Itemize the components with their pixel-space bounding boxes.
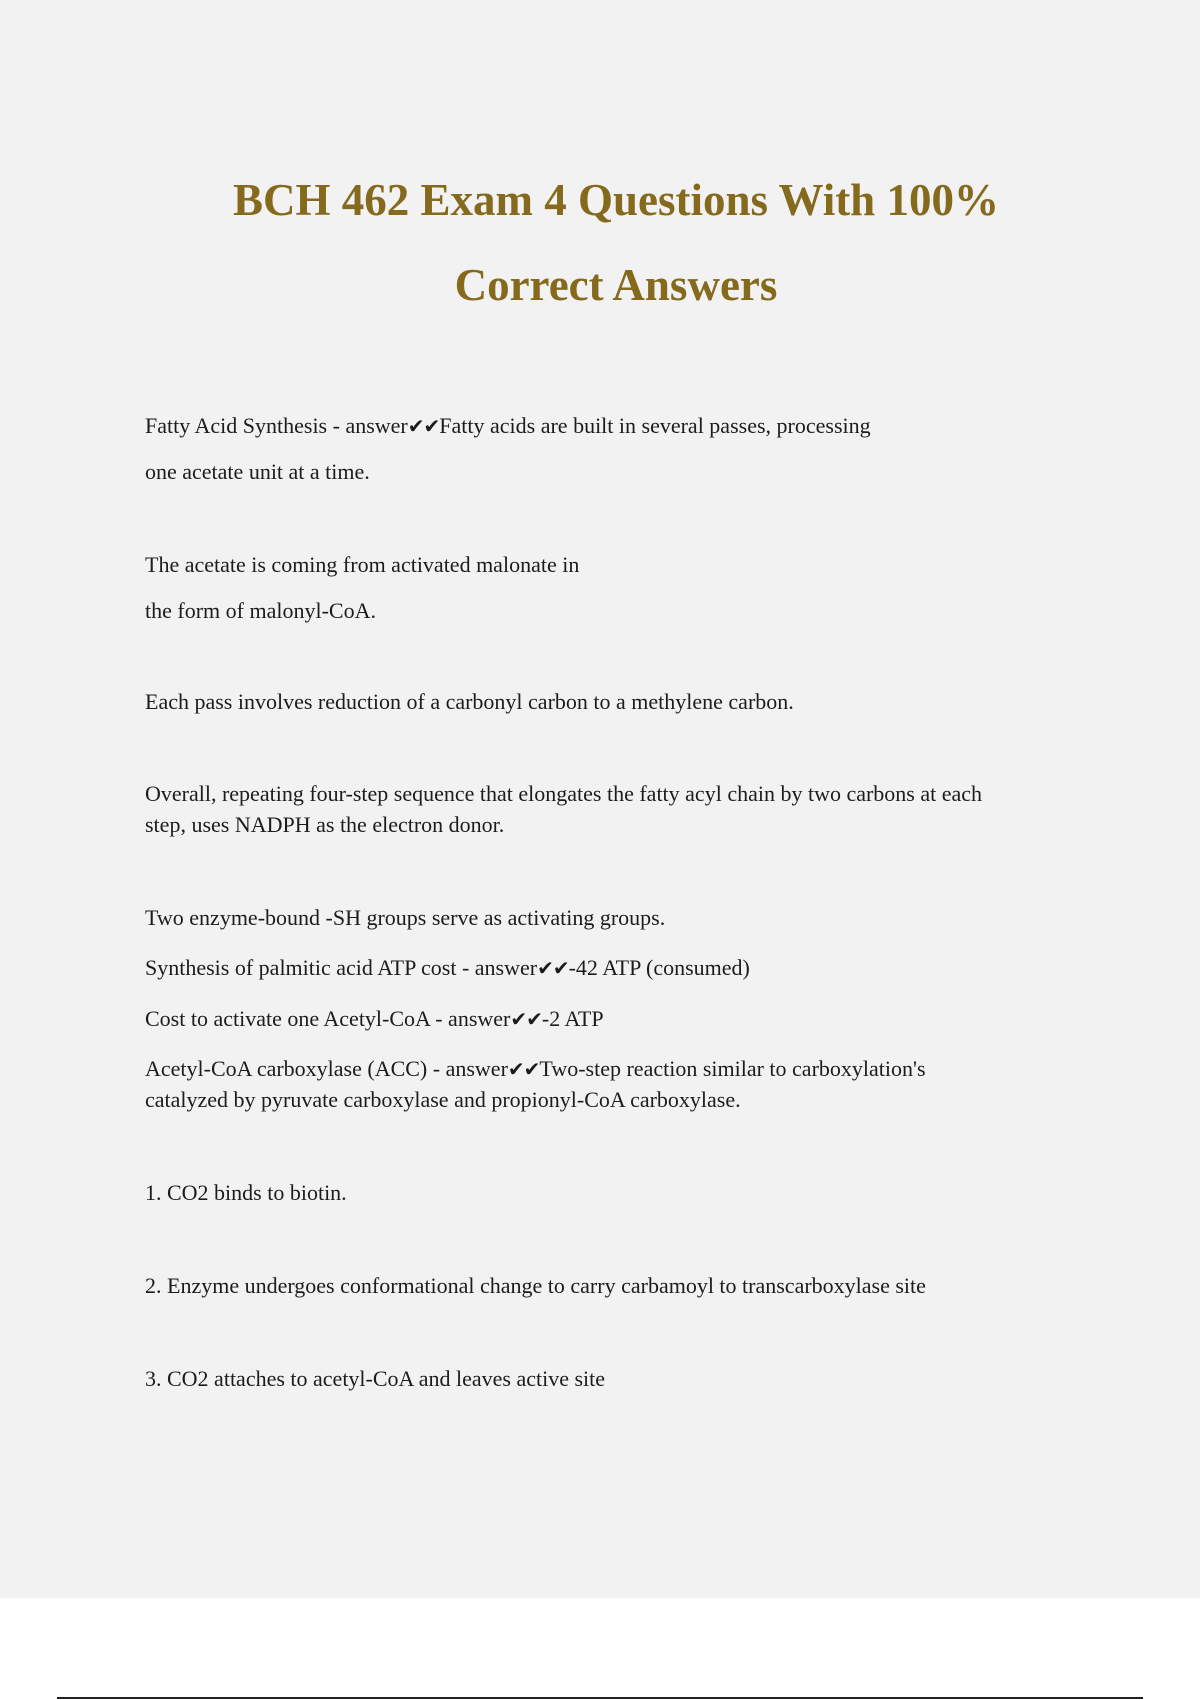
- answer-text: Fatty acids are built in several passes, processing: [439, 413, 871, 438]
- question-term: Fatty Acid Synthesis - answer: [145, 413, 408, 438]
- answer-paragraph: the form of malonyl-CoA.: [145, 598, 376, 623]
- double-check-icon: ✔✔: [507, 1057, 540, 1081]
- question-term: Cost to activate one Acetyl-CoA - answer: [145, 1006, 511, 1031]
- answer-text: Two-step reaction similar to carboxylation's: [539, 1056, 926, 1081]
- document-title: [0, 158, 1200, 328]
- acetyl-coa-cost-question: [145, 1003, 604, 1035]
- answer-continuation: one acetate unit at a time.: [145, 459, 370, 484]
- answer-text: -2 ATP: [541, 1006, 604, 1031]
- answer-paragraph: step, uses NADPH as the electron donor.: [145, 812, 505, 837]
- answer-paragraph: Overall, repeating four-step sequence that elongates the fatty acyl chain by two carbons at each: [145, 781, 983, 806]
- double-check-icon: ✔✔: [407, 414, 440, 438]
- question-term: Acetyl-CoA carboxylase (ACC) - answer: [145, 1056, 508, 1081]
- answer-text: -42 ATP (consumed): [568, 955, 750, 980]
- palmitic-acid-question: [145, 952, 750, 984]
- answer-paragraph: Each pass involves reduction of a carbonyl carbon to a methylene carbon.: [145, 689, 794, 714]
- title-line-1: BCH 462 Exam 4 Questions With 100%: [233, 175, 999, 225]
- step-item: 1. CO2 binds to biotin.: [145, 1180, 347, 1205]
- answer-continuation: catalyzed by pyruvate carboxylase and propionyl-CoA carboxylase.: [145, 1087, 741, 1112]
- acc-question: [145, 1053, 926, 1085]
- answer-paragraph: The acetate is coming from activated malonate in: [145, 552, 580, 577]
- step-item: 2. Enzyme undergoes conformational change to carry carbamoyl to transcarboxylase site: [145, 1273, 926, 1298]
- question-term: Synthesis of palmitic acid ATP cost - answer: [145, 955, 538, 980]
- step-item: 3. CO2 attaches to acetyl-CoA and leaves active site: [145, 1366, 606, 1391]
- answer-paragraph: Two enzyme-bound -SH groups serve as activating groups.: [145, 905, 666, 930]
- footer-divider: [57, 1697, 1143, 1699]
- double-check-icon: ✔✔: [537, 956, 569, 980]
- fatty-acid-synthesis-question: [145, 410, 871, 442]
- double-check-icon: ✔✔: [510, 1007, 542, 1031]
- title-line-2: Correct Answers: [454, 260, 778, 310]
